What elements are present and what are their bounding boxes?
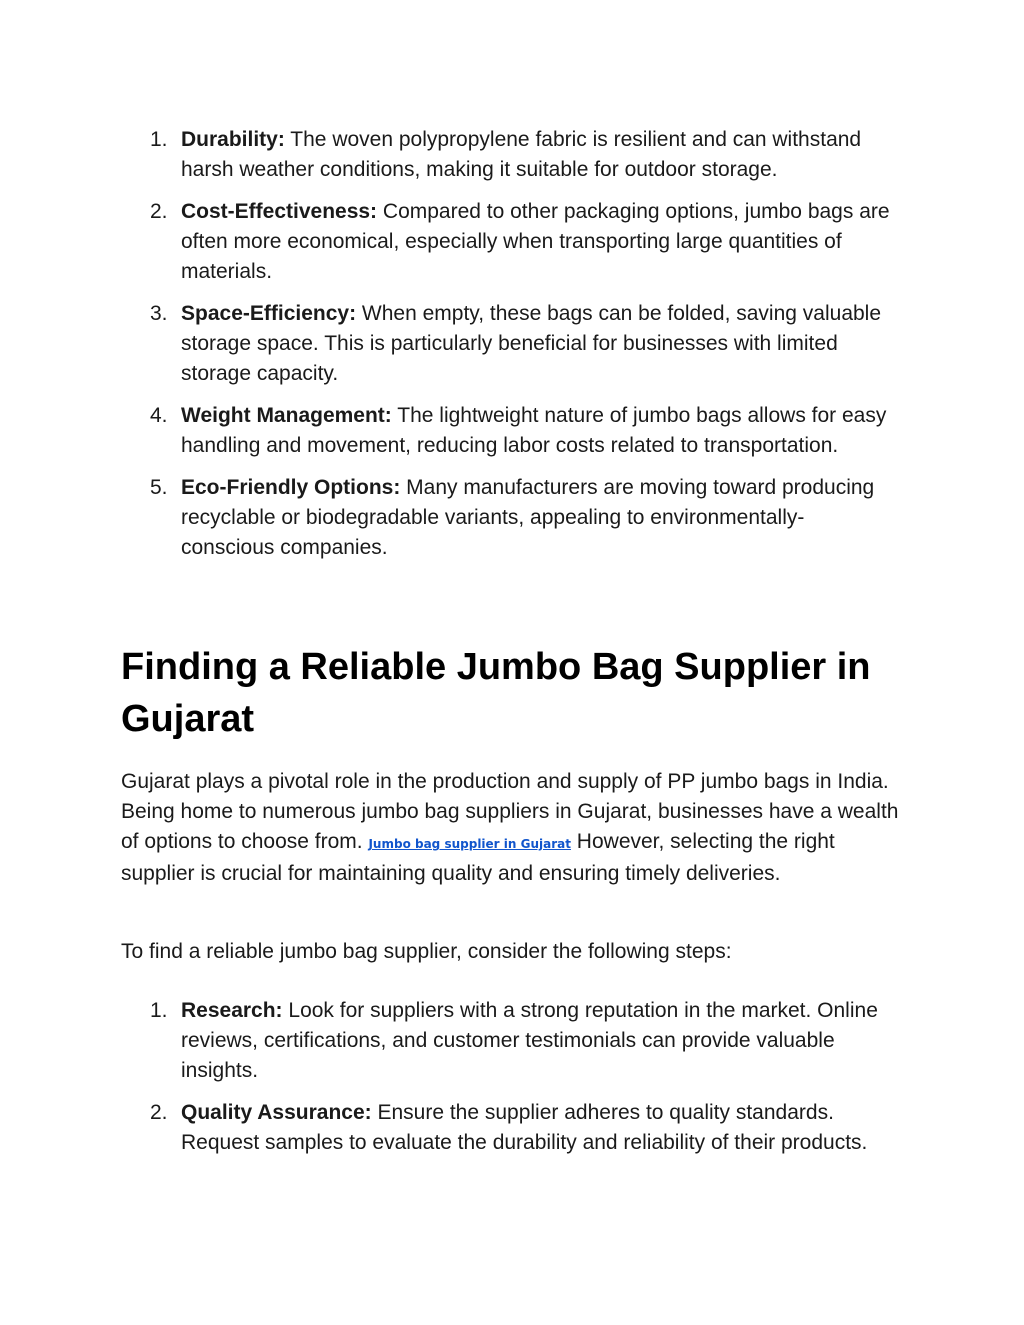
list-item <box>0 996 891 1086</box>
list-item-text: When empty, these bags can be folded, saving valuable storage space. This is particularly beneficial for businesses with limited storage capacity. <box>181 302 882 385</box>
list-number: 3. <box>150 302 168 325</box>
list-item <box>0 401 891 461</box>
supplier-link[interactable]: Jumbo bag supplier in Gujarat <box>368 837 571 851</box>
list-number: 1. <box>150 128 168 151</box>
list-number: 2. <box>150 200 168 223</box>
list-item-text: Ensure the supplier adheres to quality standards. Request samples to evaluate the durability and reliability of their products. <box>181 1101 868 1154</box>
paragraph-text: However, selecting the right supplier is crucial for maintaining quality and ensuring timely deliveries. <box>121 830 835 885</box>
intro-paragraph <box>121 767 901 889</box>
list-item <box>0 125 891 185</box>
steps-list <box>0 996 1024 1170</box>
list-item-term: Eco-Friendly Options: <box>181 476 401 499</box>
list-number: 2. <box>150 1101 168 1124</box>
list-item-term: Quality Assurance: <box>181 1101 372 1124</box>
list-item-text: The woven polypropylene fabric is resilient and can withstand harsh weather conditions, making it suitable for outdoor storage. <box>181 128 862 181</box>
list-item-text: The lightweight nature of jumbo bags allows for easy handling and movement, reducing labor costs related to transportation. <box>181 404 887 457</box>
list-number: 4. <box>150 404 168 427</box>
section-heading: Finding a Reliable Jumbo Bag Supplier in Gujarat <box>121 646 871 740</box>
list-item-term: Cost-Effectiveness: <box>181 200 378 223</box>
list-item-text: Many manufacturers are moving toward producing recyclable or biodegradable variants, appealing to environmentally-conscious companies. <box>181 476 875 559</box>
list-number: 5. <box>150 476 168 499</box>
list-item-term: Space-Efficiency: <box>181 302 357 325</box>
list-number: 1. <box>150 999 168 1022</box>
list-item <box>0 197 891 287</box>
list-item <box>0 299 891 389</box>
steps-intro-paragraph: To find a reliable jumbo bag supplier, consider the following steps: <box>121 940 732 963</box>
benefits-list <box>0 125 1024 575</box>
paragraph-text: Gujarat plays a pivotal role in the production and supply of PP jumbo bags in India. Being home to numerous jumbo bag suppliers in Gujarat, businesses have a wealth of options to choose from. <box>121 770 899 853</box>
list-item-text: Compared to other packaging options, jumbo bags are often more economical, especially when transporting large quantities of materials. <box>181 200 890 283</box>
list-item-text: Look for suppliers with a strong reputation in the market. Online reviews, certifications, and customer testimonials can provide valuable insights. <box>181 999 878 1082</box>
list-item <box>0 473 891 563</box>
list-item-term: Durability: <box>181 128 285 151</box>
list-item-term: Weight Management: <box>181 404 392 427</box>
list-item <box>0 1098 891 1158</box>
list-item-term: Research: <box>181 999 283 1022</box>
